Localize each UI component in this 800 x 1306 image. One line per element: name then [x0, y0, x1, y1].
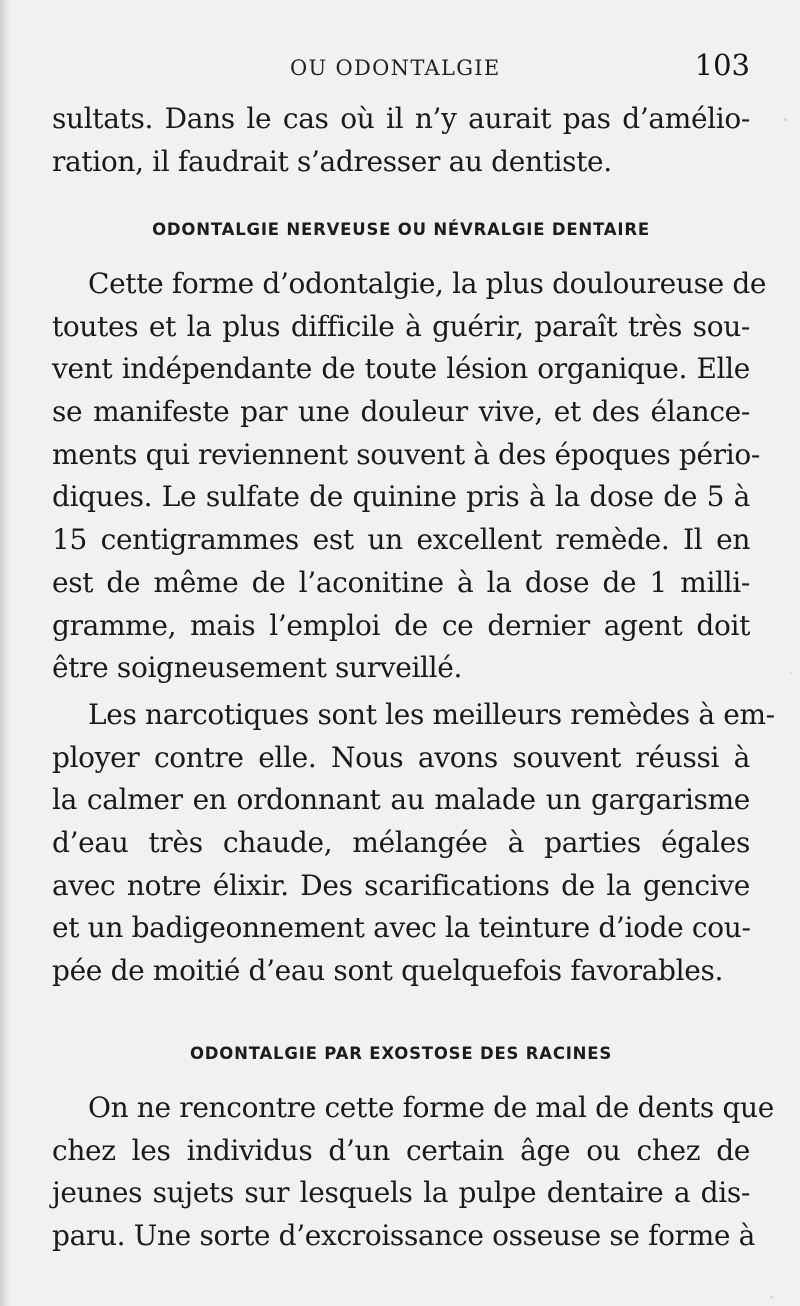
text-line: 15 centigrammes est un excellent remède. Il en [52, 523, 750, 557]
text-line: être soigneusement surveillé. [52, 651, 463, 685]
text-line: sultats. Dans le cas où il n’y aurait pas d’amélio- [52, 102, 750, 135]
text-line: On ne rencontre cette forme de mal de dents que [88, 1091, 774, 1124]
text-line: vent indépendante de toute lésion organique. Elle [52, 352, 750, 386]
text-line: ration, il faudrait s’adresser au dentiste. [52, 144, 612, 178]
text-line: est de même de l’aconitine à la dose de 1 milli- [52, 565, 750, 599]
text-line: avec notre élixir. Des scarifications de la gencive [52, 868, 750, 902]
text-line: diques. Le sulfate de quinine pris à la dose de 5 à [52, 480, 750, 514]
text-line: se manifeste par une douleur vive, et des élance- [52, 395, 750, 429]
text-line: et un badigeonnement avec la teinture d’iode cou- [52, 911, 751, 945]
text-line: pée de moitié d’eau sont quelquefois favorables. [52, 954, 724, 988]
text-line: la calmer en ordonnant au malade un gargarisme [52, 783, 750, 817]
text-line: toutes et la plus difficile à guérir, paraît très sou- [52, 309, 750, 343]
text-line: ployer contre elle. Nous avons souvent réussi à [52, 740, 750, 774]
text-line: Les narcotiques sont les meilleurs remèdes à em- [88, 698, 775, 731]
paragraph-exostose [52, 1087, 774, 1258]
text-line: jeunes sujets sur lesquels la pulpe dentaire a dis- [52, 1176, 750, 1210]
text-line: d’eau très chaude, mélangée à parties égales [52, 826, 750, 860]
paragraph-nevralgie [52, 263, 767, 690]
section-heading-exostose: ODONTALGIE PAR EXOSTOSE DES RACINES [189, 1044, 613, 1063]
text-line: chez les individus d’un certain âge ou chez de [52, 1133, 750, 1167]
text-line: gramme, mais l’emploi de ce dernier agent doit [52, 608, 750, 642]
text-line: ments qui reviennent souvent à des époques pério- [52, 437, 760, 471]
running-title: OU ODONTALGIE [290, 56, 501, 80]
paragraph-continuation [52, 98, 750, 183]
text-line: paru. Une sorte d’excroissance osseuse se forme à [52, 1219, 756, 1253]
text-line: Cette forme d’odontalgie, la plus douloureuse de [88, 267, 767, 300]
paragraph-narcotiques [52, 694, 775, 993]
section-heading-nerveuse: ODONTALGIE NERVEUSE OU NÉVRALGIE DENTAIRE [152, 220, 650, 239]
paper-speck [784, 118, 787, 121]
page-number: 103 [694, 48, 750, 82]
paper-speck [790, 672, 792, 674]
paper-speck [770, 1296, 773, 1298]
running-head [52, 48, 752, 88]
